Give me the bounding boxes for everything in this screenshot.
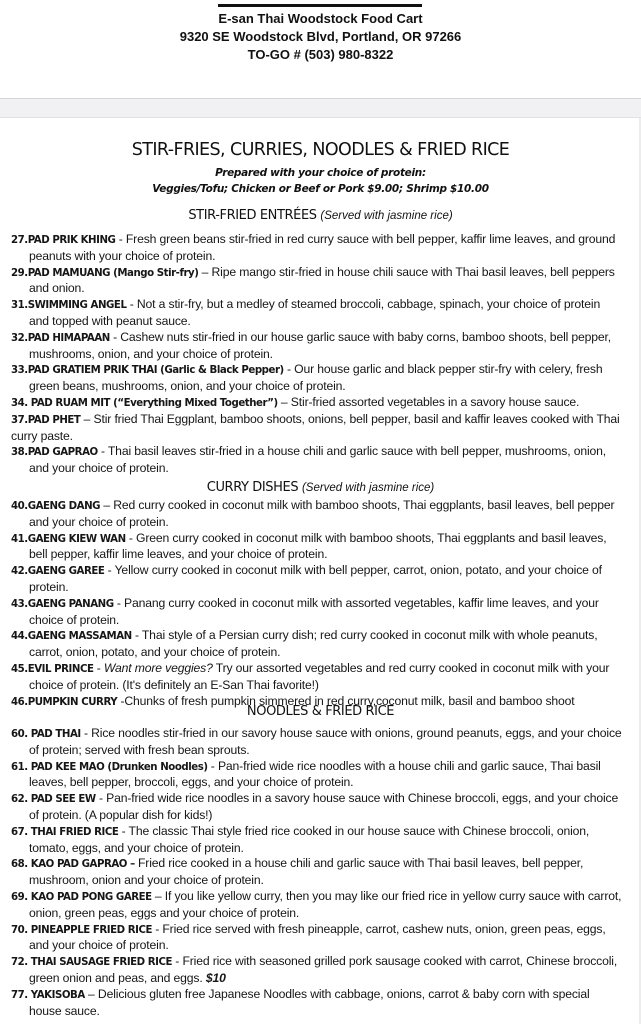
section-note: (Served with jasmine rice) — [320, 210, 453, 222]
menu-item-description: Fried rice served with fresh pineapple, carrot, cashew nuts, onion, green peas, eggs, and your choice of protein. — [29, 921, 606, 953]
menu-item — [11, 856, 623, 889]
menu-item-name: 32.PAD HIMAPAAN — [11, 332, 110, 344]
menu-item: 62. PAD SEE EW - Pan-fried wide rice noodles in a savory house sauce with Chinese broccoli, eggs, and your choice of protein. (A popular dish for kids!) — [11, 791, 619, 822]
section-title-stir-fried: STIR-FRIED ENTRÉES (Served with jasmine rice) — [188, 208, 453, 223]
menu-item: 77. YAKISOBA – Delicious gluten free Japanese Noodles with cabbage, onions, carrot & baby corn with special house sauce. — [11, 986, 590, 1018]
menu-page[interactable] — [0, 118, 641, 1024]
menu-item-name: 60. PAD THAI — [11, 729, 81, 740]
menu-item-description: Try our assorted vegetables and red curry cooked in coconut milk with your choice of protein. (It's definitely an E-San Thai favorite!) — [29, 660, 610, 692]
menu-item-name: 61. PAD KEE MAO (Drunken Noodles) — [11, 761, 208, 773]
menu-item-description: Stir-fried assorted vegetables in a savory house sauce. — [290, 394, 580, 409]
menu-item-description: Pan-fried wide rice noodles in a savory house sauce with Chinese broccoli, eggs, and your choice of protein. (A popular dish for kids!) — [29, 791, 619, 822]
menu-item: 33.PAD GRATIEM PRIK THAI (Garlic & Black Pepper) - Our house garlic and black pepper stir-fry with celery, fresh green beans, mushrooms, onion, and your choice of protein. — [11, 362, 603, 394]
menu-item: 46.PUMPKIN CURRY -Chunks of fresh pumpkin simmered in red curry,coconut milk, basil and bamboo shoot — [11, 693, 575, 708]
menu-item: 41.GAENG KIEW WAN - Green curry cooked in coconut milk with bamboo shoots, Thai eggplants and basil leaves, bell pepper, kaffir lime leaves, and your choice of protein. — [11, 530, 607, 562]
menu-item-description: Ripe mango stir-fried in house chili sauce with Thai basil leaves, bell peppers and onion. — [29, 264, 615, 296]
menu-item: 44.GAENG MASSAMAN - Thai style of a Persian curry dish; red curry cooked in coconut milk with whole peanuts, carrot, onion, potato, and your choice of protein. — [11, 628, 598, 660]
menu-item-name: 72. THAI SAUSAGE FRIED RICE — [11, 957, 173, 969]
section-items-stir-fried — [11, 232, 623, 477]
menu-item-description: Not a stir-fry, but a medley of steamed broccoli, cabbage, spinach, your choice of protein and topped with peanut sauce. — [29, 297, 601, 328]
menu-item: 32.PAD HIMAPAAN - Cashew nuts stir-fried in our house garlic sauce with baby corns, bamboo shoots, bell pepper, mushrooms, onion, and your choice of protein. — [11, 329, 612, 361]
menu-item: 67. THAI FRIED RICE - The classic Thai style fried rice cooked in our house sauce with Chinese broccoli, onion, tomato, eggs, and your choice of protein. — [11, 823, 590, 855]
menu-subtitle — [0, 165, 641, 197]
menu-item: 27.PAD PRIK KHING - Fresh green beans stir-fried in red curry sauce with bell pepper, kaffir lime leaves, and ground peanuts with your choice of protein. — [11, 232, 616, 263]
menu-item-description: Delicious gluten free Japanese Noodles with cabbage, onions, carrot & baby corn with special house sauce. — [29, 986, 590, 1018]
menu-item-name: 70. PINEAPPLE FRIED RICE — [11, 924, 152, 936]
menu-item-name: 40.GAENG DANG — [11, 501, 101, 512]
menu-item-description: Yellow curry cooked in coconut milk with bell pepper, carrot, onion, potato, and your choice of protein. — [29, 563, 602, 594]
menu-item-tagline: Want more veggies? — [103, 660, 213, 675]
section-items-curry — [11, 498, 623, 710]
menu-item: 38.PAD GAPRAO - Thai basil leaves stir-fried in a house chili and garlic sauce with bell pepper, mushrooms, onion, and your choice of protein. — [11, 444, 607, 476]
menu-item-description: Fresh green beans stir-fried in red curry sauce with bell pepper, kaffir lime leaves, and ground peanuts with your choice of protein. — [29, 232, 616, 263]
menu-item-name: 37.PAD PHET — [11, 414, 81, 426]
menu-item: 45.EVIL PRINCE - Want more veggies? Try our assorted vegetables and red curry cooked in coconut milk with your choice of protein. (It's definitely an E-San Thai favorite!) — [11, 660, 610, 692]
menu-item-description: Fried rice cooked in a house chili and garlic sauce with Thai basil leaves, bell pepper, mushroom, onion and your choice of protein. — [29, 856, 584, 888]
menu-item-description: Cashew nuts stir-fried in our house garlic sauce with baby corns, bamboo shoots, bell pepper, mushrooms, onion, and your choice of protein. — [29, 329, 612, 361]
menu-item: 37.PAD PHET – Stir fried Thai Eggplant, bamboo shoots, onions, bell pepper, basil and kaffir leaves cooked with Thai curry paste. — [11, 411, 620, 443]
menu-item-name: 77. YAKISOBA — [11, 989, 85, 1001]
header-rule — [218, 4, 422, 7]
menu-item-description: Green curry cooked in coconut milk with bamboo shoots, Thai eggplants and basil leaves, bell pepper, kaffir lime leaves, and your choice of protein. — [29, 530, 607, 562]
menu-item-description: Red curry cooked in coconut milk with bamboo shoots, Thai eggplants, basil leaves, bell pepper and your choice of protein. — [29, 498, 615, 529]
menu-item-description: Panang curry cooked in coconut milk with assorted vegetables, kaffir lime leaves, and your choice of protein. — [29, 595, 599, 627]
menu-item: 69. KAO PAD PONG GAREE – If you like yellow curry, then you may like our fried rice in yellow curry sauce with carrot, onion, green peas, eggs and your choice of protein. — [11, 888, 622, 920]
page-separator — [0, 98, 641, 118]
subtitle-line-2: Veggies/Tofu; Chicken or Beef or Pork $9.00; Shrimp $10.00 — [152, 183, 489, 195]
business-phone: TO-GO # (503) 980-8322 — [247, 47, 394, 62]
menu-item-description: The classic Thai style fried rice cooked in our house sauce with Chinese broccoli, onion, tomato, eggs, and your choice of protein. — [29, 823, 590, 855]
menu-item: 34. PAD RUAM MIT (“Everything Mixed Together”) – Stir-fried assorted vegetables in a savory house sauce. — [11, 394, 580, 409]
menu-item-name: 44.GAENG MASSAMAN — [11, 631, 132, 643]
menu-item: 31.SWIMMING ANGEL - Not a stir-fry, but a medley of steamed broccoli, cabbage, spinach, your choice of protein and topped with peanut sauce. — [11, 297, 601, 328]
business-info — [0, 10, 641, 64]
menu-item: 60. PAD THAI - Rice noodles stir-fried in our savory house sauce with onions, ground peanuts, eggs, and your choice of protein; served with fresh bean sprouts. — [11, 726, 622, 757]
menu-item-name: 34. PAD RUAM MIT (“Everything Mixed Together”) — [11, 397, 278, 409]
menu-item: 70. PINEAPPLE FRIED RICE - Fried rice served with fresh pineapple, carrot, cashew nuts, onion, green peas, eggs, and your choice of protein. — [11, 921, 606, 953]
menu-item-name: 38.PAD GAPRAO — [11, 447, 98, 459]
section-title-curry: CURRY DISHES (Served with jasmine rice) — [206, 480, 435, 495]
menu-item-description: Stir fried Thai Eggplant, bamboo shoots, onions, bell pepper, basil and kaffir leaves cooked with Thai curry paste. — [11, 411, 620, 443]
business-address: 9320 SE Woodstock Blvd, Portland, OR 97266 — [179, 29, 462, 44]
menu-item-description: Pan-fried wide rice noodles with a house chili and garlic sauce, Thai basil leaves, bell pepper, broccoli, eggs, and your choice of protein. — [29, 758, 601, 790]
menu-item-price: $10 — [205, 970, 226, 985]
menu-item-name: 69. KAO PAD PONG GAREE — [11, 891, 152, 903]
menu-item-name: 41.GAENG KIEW WAN — [11, 533, 126, 545]
menu-item-name: 62. PAD SEE EW — [11, 794, 96, 806]
menu-item-name: 45.EVIL PRINCE — [11, 663, 94, 675]
menu-item: 40.GAENG DANG – Red curry cooked in coconut milk with bamboo shoots, Thai eggplants, basil leaves, bell pepper and your choice of protein. — [11, 498, 615, 529]
menu-item-description: Fried rice with seasoned grilled pork sausage cooked with carrot, Chinese broccoli, green onion and peas, and eggs. — [29, 954, 618, 985]
subtitle-line-1: Prepared with your choice of protein: — [215, 167, 426, 179]
menu-item-description: Rice noodles stir-fried in our savory house sauce with onions, ground peanuts, eggs, and your choice of protein; served with fresh bean sprouts. — [29, 726, 622, 757]
menu-item-name: 68. KAO PAD GAPRAO – — [11, 859, 135, 871]
menu-item: 72. THAI SAUSAGE FRIED RICE - Fried rice with seasoned grilled pork sausage cooked with carrot, Chinese broccoli, green onion and peas, and eggs. $10 — [11, 954, 618, 985]
menu-item-name: 42.GAENG GAREE — [11, 566, 105, 578]
menu-item-name: 67. THAI FRIED RICE — [11, 826, 119, 838]
menu-item-name: 27.PAD PRIK KHING — [11, 235, 116, 246]
menu-item-description: If you like yellow curry, then you may like our fried rice in yellow curry sauce with carrot, onion, green peas, eggs and your choice of protein. — [29, 888, 622, 920]
menu-item-name: 29.PAD MAMUANG (Mango Stir-fry) — [11, 267, 199, 279]
section-title-noodles: NOODLES & FRIED RICE — [246, 704, 395, 719]
menu-item: 61. PAD KEE MAO (Drunken Noodles) - Pan-fried wide rice noodles with a house chili and garlic sauce, Thai basil leaves, bell pepper, broccoli, eggs, and your choice of protein. — [11, 758, 601, 790]
menu-page-header — [0, 0, 641, 98]
menu-item-name: 43.GAENG PANANG — [11, 598, 114, 610]
menu-item: 43.GAENG PANANG - Panang curry cooked in coconut milk with assorted vegetables, kaffir lime leaves, and your choice of protein. — [11, 595, 599, 627]
menu-item-description: Our house garlic and black pepper stir-fry with celery, fresh green beans, mushrooms, onion, and your choice of protein. — [29, 362, 603, 394]
business-name: E-san Thai Woodstock Food Cart — [218, 11, 423, 26]
menu-item-description: Thai style of a Persian curry dish; red curry cooked in coconut milk with whole peanuts, carrot, onion, potato, and your choice of protein. — [29, 628, 598, 660]
menu-item: 42.GAENG GAREE - Yellow curry cooked in coconut milk with bell pepper, carrot, onion, potato, and your choice of protein. — [11, 563, 602, 594]
section-items-noodles — [11, 726, 623, 1019]
menu-title: STIR-FRIES, CURRIES, NOODLES & FRIED RICE — [131, 140, 510, 160]
menu-item-description: Chunks of fresh pumpkin simmered in red curry,coconut milk, basil and bamboo shoot — [124, 693, 575, 708]
menu-item-description: Thai basil leaves stir-fried in a house chili and garlic sauce with bell pepper, mushrooms, onion, and your choice of protein. — [29, 444, 607, 476]
menu-item: 29.PAD MAMUANG (Mango Stir-fry) – Ripe mango stir-fried in house chili sauce with Thai basil leaves, bell peppers and onion. — [11, 264, 615, 296]
menu-item-name: 33.PAD GRATIEM PRIK THAI (Garlic & Black Pepper) — [11, 365, 284, 377]
section-note: (Served with jasmine rice) — [301, 482, 435, 494]
menu-item-name: 31.SWIMMING ANGEL — [11, 300, 127, 312]
menu-item-name: 46.PUMPKIN CURRY — [11, 696, 118, 708]
